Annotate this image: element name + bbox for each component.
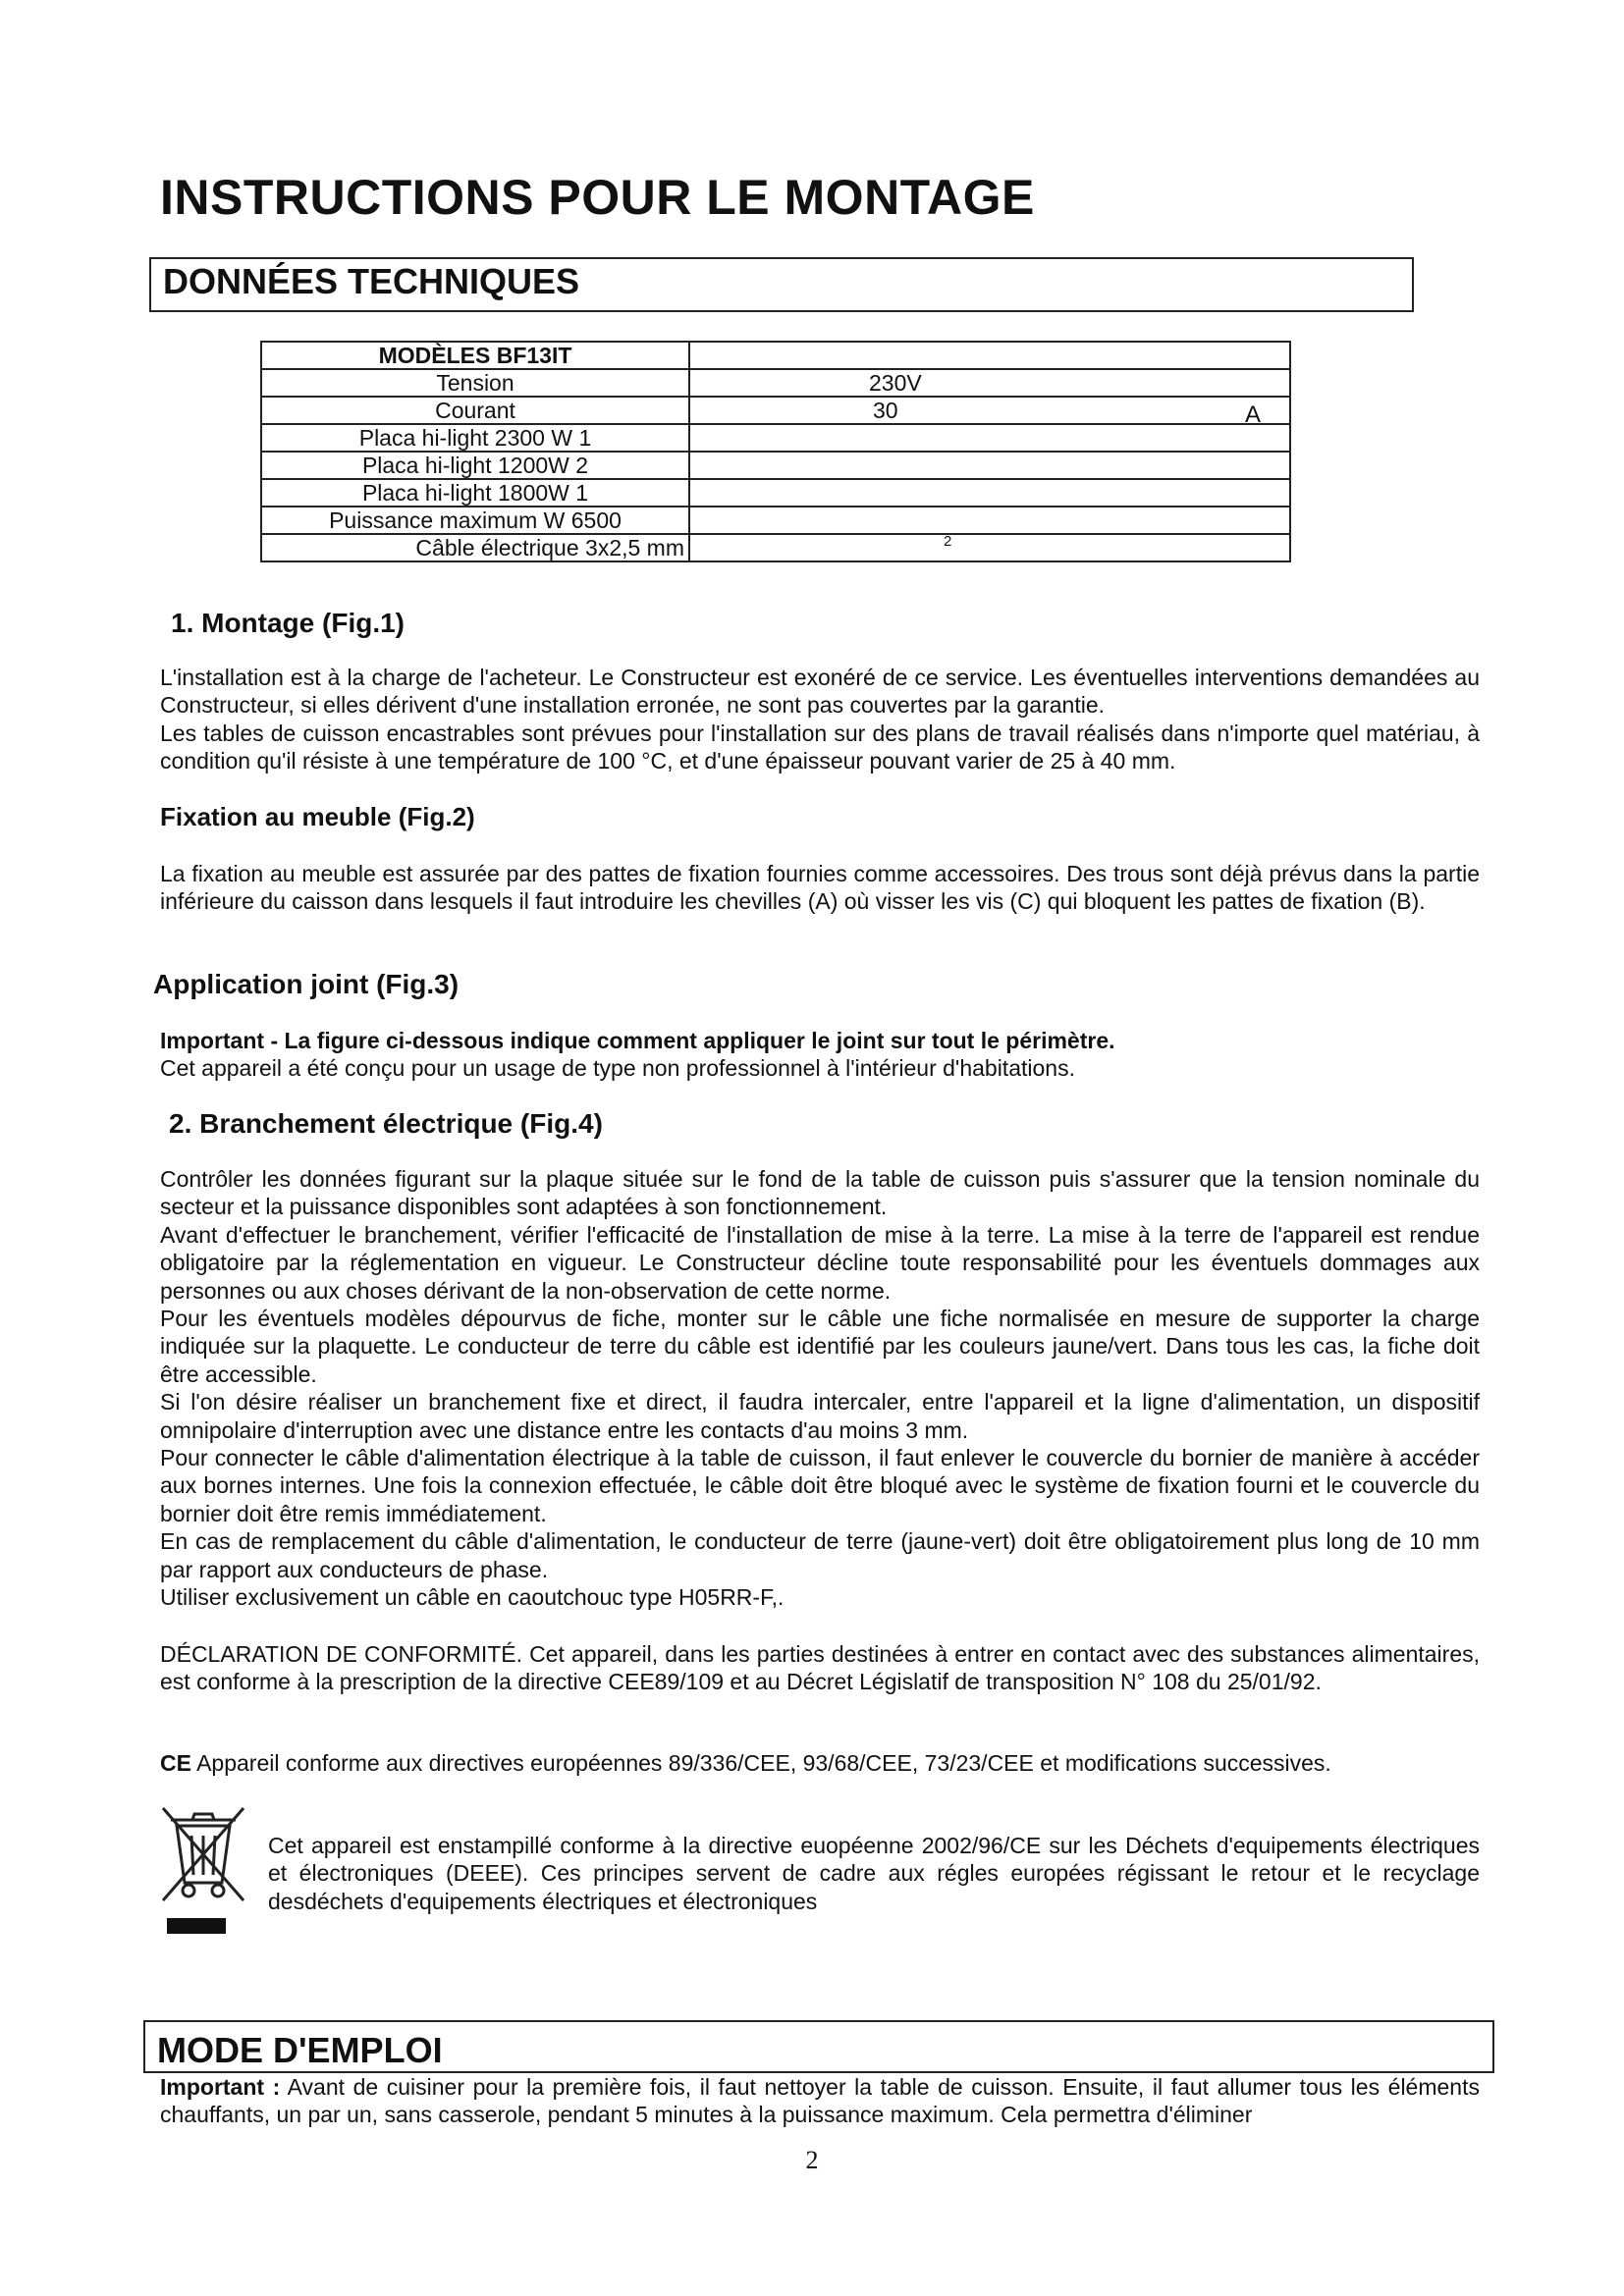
table-row	[261, 342, 1290, 369]
ce-mark: CE	[160, 1750, 191, 1776]
paragraph: Pour connecter le câble d'alimentation électrique à la table de cuisson, il faut enlever le couvercle du bornier de manière à accéder aux bornes internes. Une fois la connexion effectuée, le câble doit être bloqué avec le système de fixation fourni et le couvercle du bornier doit être remis immédiatement.	[160, 1445, 1480, 1526]
spec-value	[689, 507, 1290, 534]
spec-value	[689, 424, 1290, 452]
mode-text	[160, 2073, 1480, 2129]
paragraph: La fixation au meuble est assurée par des pattes de fixation fournies comme accessoires. Des trous sont déjà prévus dans la partie inférieure du caisson dans lesquels il faut introduire les chevilles (A) où visser les vis (C) qui bloquent les pattes de fixation (B).	[160, 861, 1480, 915]
fixation-text	[160, 860, 1480, 916]
spec-label: Placa hi-light 2300 W 1	[261, 424, 689, 452]
spec-value: 230V	[689, 369, 1290, 397]
heading-branchement: 2. Branchement électrique (Fig.4)	[169, 1108, 603, 1139]
table-row	[261, 452, 1290, 479]
paragraph	[160, 1749, 1480, 1777]
weee-text	[268, 1832, 1480, 1915]
table-row	[261, 479, 1290, 507]
spec-label: Courant	[261, 397, 689, 424]
spec-value	[689, 452, 1290, 479]
montage-text	[160, 664, 1480, 775]
paragraph: En cas de remplacement du câble d'alimentation, le conducteur de terre (jaune-vert) doit être obligatoirement plus long de 10 mm par rapport aux conducteurs de phase.	[160, 1528, 1480, 1582]
spec-value	[689, 534, 1290, 561]
paragraph: Utiliser exclusivement un câble en caoutchouc type H05RR-F,.	[160, 1584, 785, 1611]
table-row	[261, 424, 1290, 452]
table-row	[261, 507, 1290, 534]
section-header-tech-label: DONNÉES TECHNIQUES	[163, 261, 580, 301]
spec-value	[689, 342, 1290, 369]
ce-sentence: Appareil conforme aux directives européennes 89/336/CEE, 93/68/CEE, 73/23/CEE et modifications successives.	[190, 1750, 1331, 1776]
declaration-text	[160, 1640, 1480, 1696]
section-header-mode	[143, 2020, 1494, 2073]
paragraph: Avant d'effectuer le branchement, vérifier l'efficacité de l'installation de mise à la terre. La mise à la terre de l'appareil est rendue obligatoire par la réglementation en vigueur. Le Constructeur décline toute responsabilité pour les éventuels dommages aux personnes ou aux choses dérivant de la non-observation de cette norme.	[160, 1221, 1480, 1304]
page-title: INSTRUCTIONS POUR LE MONTAGE	[160, 170, 1035, 225]
section-header-tech	[149, 257, 1414, 312]
paragraph: DÉCLARATION DE CONFORMITÉ. Cet appareil, dans les parties destinées à entrer en contact avec des substances alimentaires, est conforme à la prescription de la directive CEE89/109 et au Décret Législatif de transposition N° 108 du 25/01/92.	[160, 1641, 1480, 1695]
paragraph: L'installation est à la charge de l'acheteur. Le Constructeur est exonéré de ce service. Les éventuelles interventions demandées au Constructeur, si elles dérivent d'une installation erronée, ne sont pas couvertes par la garantie.	[160, 665, 1480, 719]
table-row	[261, 534, 1290, 561]
unit-a: A	[1245, 401, 1262, 428]
superscript: 2	[944, 533, 952, 550]
spec-label: MODÈLES BF13IT	[261, 342, 689, 369]
spec-value: 30	[689, 397, 1290, 424]
spec-label: Tension	[261, 369, 689, 397]
spec-label: Placa hi-light 1200W 2	[261, 452, 689, 479]
spec-label: Puissance maximum W 6500	[261, 507, 689, 534]
spec-label: Câble électrique 3x2,5 mm	[261, 534, 689, 561]
branchement-text	[160, 1165, 1480, 1612]
weee-bin-icon	[159, 1802, 247, 1936]
important-note: Important - La figure ci-dessous indique comment appliquer le joint sur tout le périmètre.	[160, 1028, 1115, 1053]
heading-fixation: Fixation au meuble (Fig.2)	[160, 802, 475, 831]
page-number: 2	[805, 2146, 819, 2174]
paragraph: Cet appareil est enstampillé conforme à la directive euopéenne 2002/96/CE sur les Déchets d'equipements électriques et électroniques (DEEE). Ces principes servent de cadre aux régles europées régissant le retour et le recyclage desdéchets d'equipements électriques et électroniques	[268, 1833, 1480, 1914]
paragraph: Si l'on désire réaliser un branchement fixe et direct, il faudra intercaler, entre l'appareil et la ligne d'alimentation, un dispositif omnipolaire d'interruption avec une distance entre les contacts d'au moins 3 mm.	[160, 1389, 1480, 1443]
joint-text	[160, 1027, 1480, 1083]
paragraph: Les tables de cuisson encastrables sont prévues pour l'installation sur des plans de travail réalisés dans n'importe quel matériau, à condition qu'il résiste à une température de 100 °C, et d'une épaisseur pouvant varier de 25 à 40 mm.	[160, 720, 1480, 774]
table-row	[261, 369, 1290, 397]
mode-sentence: Avant de cuisiner pour la première fois, il faut nettoyer la table de cuisson. Ensuite, il faut allumer tous les éléments chauffants, un par un, sans casserole, pendant 5 minutes à la puissance maximum. Cela permettra d'éliminer	[160, 2074, 1480, 2128]
paragraph: Contrôler les données figurant sur la plaque située sur le fond de la table de cuisson puis s'assurer que la tension nominale du secteur et la puissance disponibles sont adaptées à son fonctionnement.	[160, 1166, 1480, 1220]
important-label: Important :	[160, 2074, 281, 2100]
section-header-mode-label: MODE D'EMPLOI	[157, 2030, 443, 2070]
spec-table	[260, 341, 1291, 562]
spec-value	[689, 479, 1290, 507]
heading-montage: 1. Montage (Fig.1)	[171, 608, 405, 638]
paragraph: Pour les éventuels modèles dépourvus de fiche, monter sur le câble une fiche normalisée en mesure de supporter la charge indiquée sur la plaquette. Le conducteur de terre du câble est identifié par les couleurs jaune/vert. Dans tous les cas, la fiche doit être accessible.	[160, 1306, 1480, 1387]
table-row	[261, 397, 1290, 424]
heading-joint: Application joint (Fig.3)	[153, 969, 460, 999]
ce-text	[160, 1749, 1480, 1777]
spec-label: Placa hi-light 1800W 1	[261, 479, 689, 507]
paragraph: Cet appareil a été conçu pour un usage de type non professionnel à l'intérieur d'habitations.	[160, 1055, 1075, 1082]
paragraph	[160, 2073, 1480, 2129]
